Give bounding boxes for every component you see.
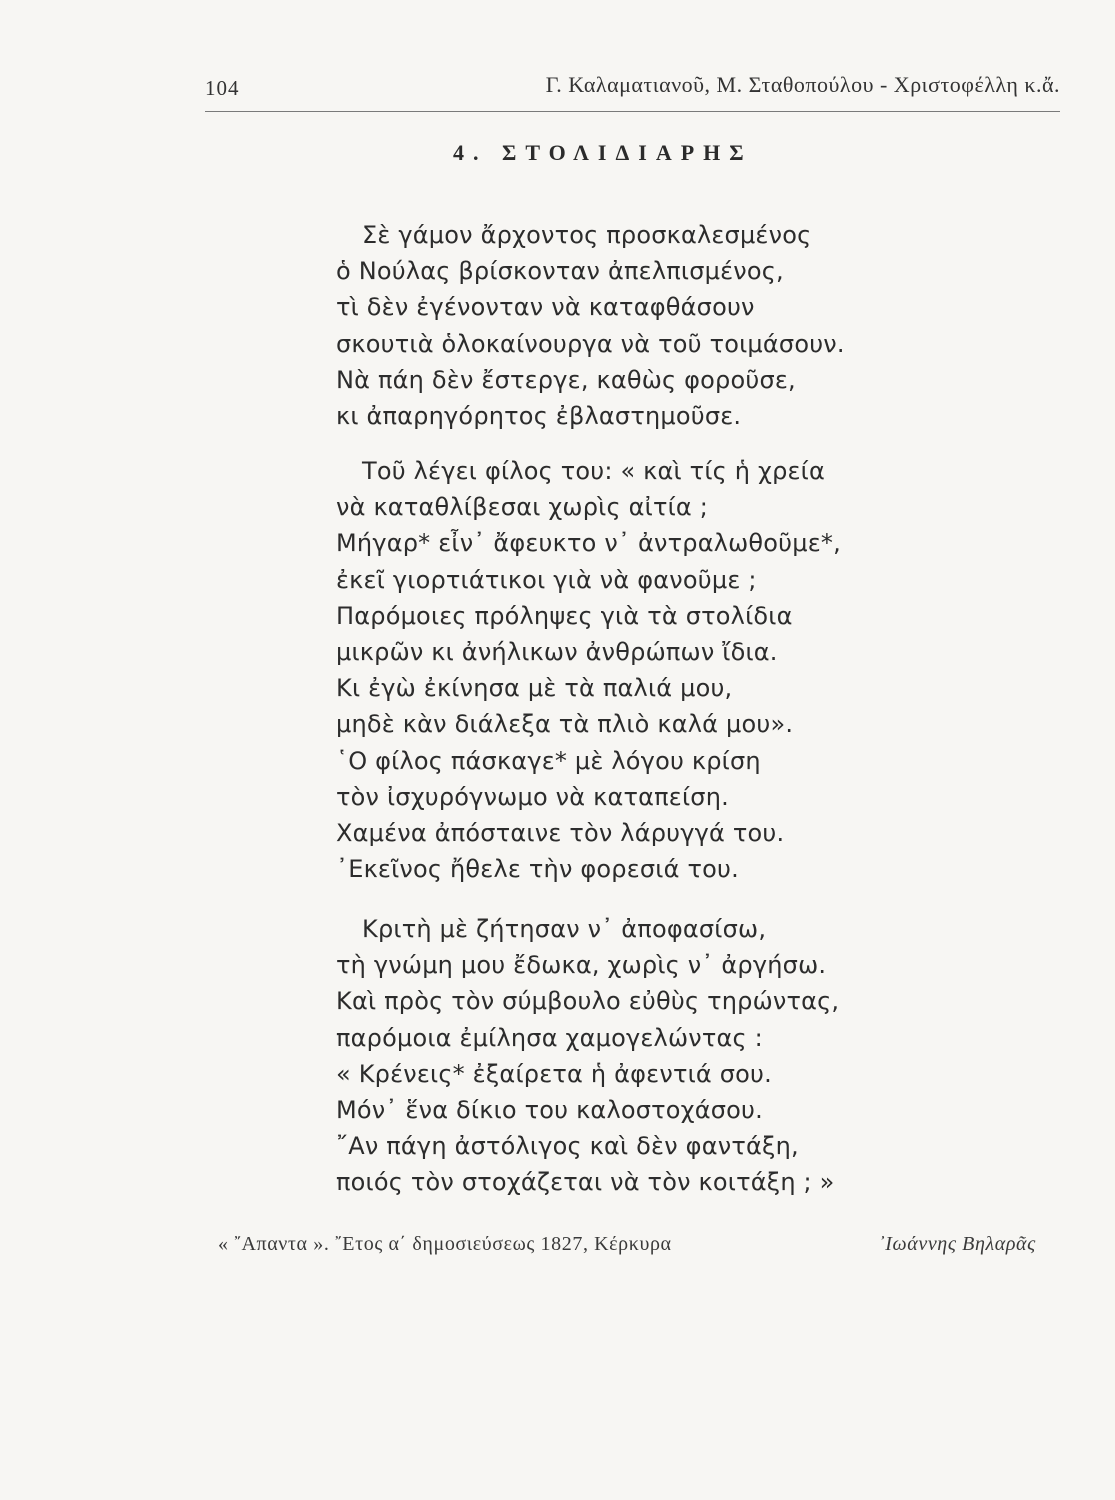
poem-line: ῾Ο φίλος πάσκαγε* μὲ λόγου κρίση	[336, 746, 761, 775]
poem-line: παρόμοια ἐμίλησα χαμογελώντας :	[336, 1023, 763, 1052]
source-citation: « ῎Απαντα ». ῎Ετος α΄ δημοσιεύσεως 1827, Κέρκυρα	[218, 1233, 672, 1255]
poem-line: Τοῦ λέγει φίλος του: « καὶ τίς ἡ χρεία	[362, 457, 826, 485]
poem-line: ᾽Εκεῖνος ἤθελε τὴν φορεσιά του.	[336, 855, 739, 884]
poem-line: Μόν᾽ ἕνα δίκιο του καλοστοχάσου.	[336, 1095, 763, 1124]
poem-line: μηδὲ κὰν διάλεξα τὰ πλιὸ καλά μου».	[336, 710, 794, 739]
running-head: Γ. Καλαματιανοῦ, Μ. Σταθοπούλου - Χριστοφέλλη κ.ἄ.	[545, 72, 1060, 97]
poem-title: 4. ΣΤΟΛΙΔΙΑΡΗΣ	[453, 140, 753, 165]
poem-line: τὸν ἰσχυρόγνωμο νὰ καταπείση.	[336, 782, 729, 811]
poem-line: Κι ἐγὼ ἐκίνησα μὲ τὰ παλιά μου,	[336, 674, 733, 703]
poem-line: ἐκεῖ γιορτιάτικοι γιὰ νὰ φανοῦμε ;	[336, 565, 757, 594]
poem-line: Χαμένα ἀπόσταινε τὸν λάρυγγά του.	[336, 818, 785, 847]
poem-line: ῎Αν πάγη ἀστόλιγος καὶ δὲν φαντάξη,	[336, 1132, 799, 1161]
poem-line: « Κρένεις* ἐξαίρετα ἡ ἀφεντιά σου.	[336, 1059, 772, 1088]
poem-line: νὰ καταθλίβεσαι χωρὶς αἰτία ;	[336, 493, 709, 522]
poem-line: ποιός τὸν στοχάζεται νὰ τὸν κοιτάξη ; »	[336, 1168, 835, 1197]
poem-line: Σὲ γάμον ἄρχοντος προσκαλεσμένος	[362, 221, 812, 249]
poem-line: Νὰ πάη δὲν ἔστεργε, καθὼς φοροῦσε,	[336, 365, 796, 394]
poem-line: Κριτὴ μὲ ζήτησαν ν᾽ ἀποφασίσω,	[362, 915, 767, 943]
poem-line: ὁ Νούλας βρίσκονταν ἀπελπισμένος,	[336, 257, 784, 286]
poem-line: τὶ δὲν ἐγένονταν νὰ καταφθάσουν	[336, 293, 755, 322]
poem-line: σκουτιὰ ὁλοκαίνουργα νὰ τοῦ τοιμάσουν.	[336, 329, 845, 358]
poem-line: Παρόμοιες πρόληψες γιὰ τὰ στολίδια	[336, 601, 793, 630]
header-rule	[205, 111, 1060, 112]
poem-line: Μήγαρ* εἶν᾽ ἄφευκτο ν᾽ ἀντραλωθοῦμε*,	[336, 529, 841, 558]
poem-line: κι ἀπαρηγόρητος ἐβλαστημοῦσε.	[336, 401, 742, 430]
poem-line: Καὶ πρὸς τὸν σύμβουλο εὐθὺς τηρώντας,	[336, 987, 840, 1016]
stanza-1	[330, 217, 845, 434]
stanza-2	[330, 453, 841, 887]
poem-line: μικρῶν κι ἀνήλικων ἀνθρώπων ἴδια.	[336, 637, 778, 666]
page-header	[205, 68, 1060, 108]
page-number: 104	[205, 76, 240, 100]
author-name: ᾽Ιωάννης Βηλαρᾶς	[878, 1233, 1036, 1255]
poem-line: τὴ γνώμη μου ἔδωκα, χωρὶς ν᾽ ἀργήσω.	[336, 951, 827, 980]
stanza-3	[330, 911, 839, 1201]
